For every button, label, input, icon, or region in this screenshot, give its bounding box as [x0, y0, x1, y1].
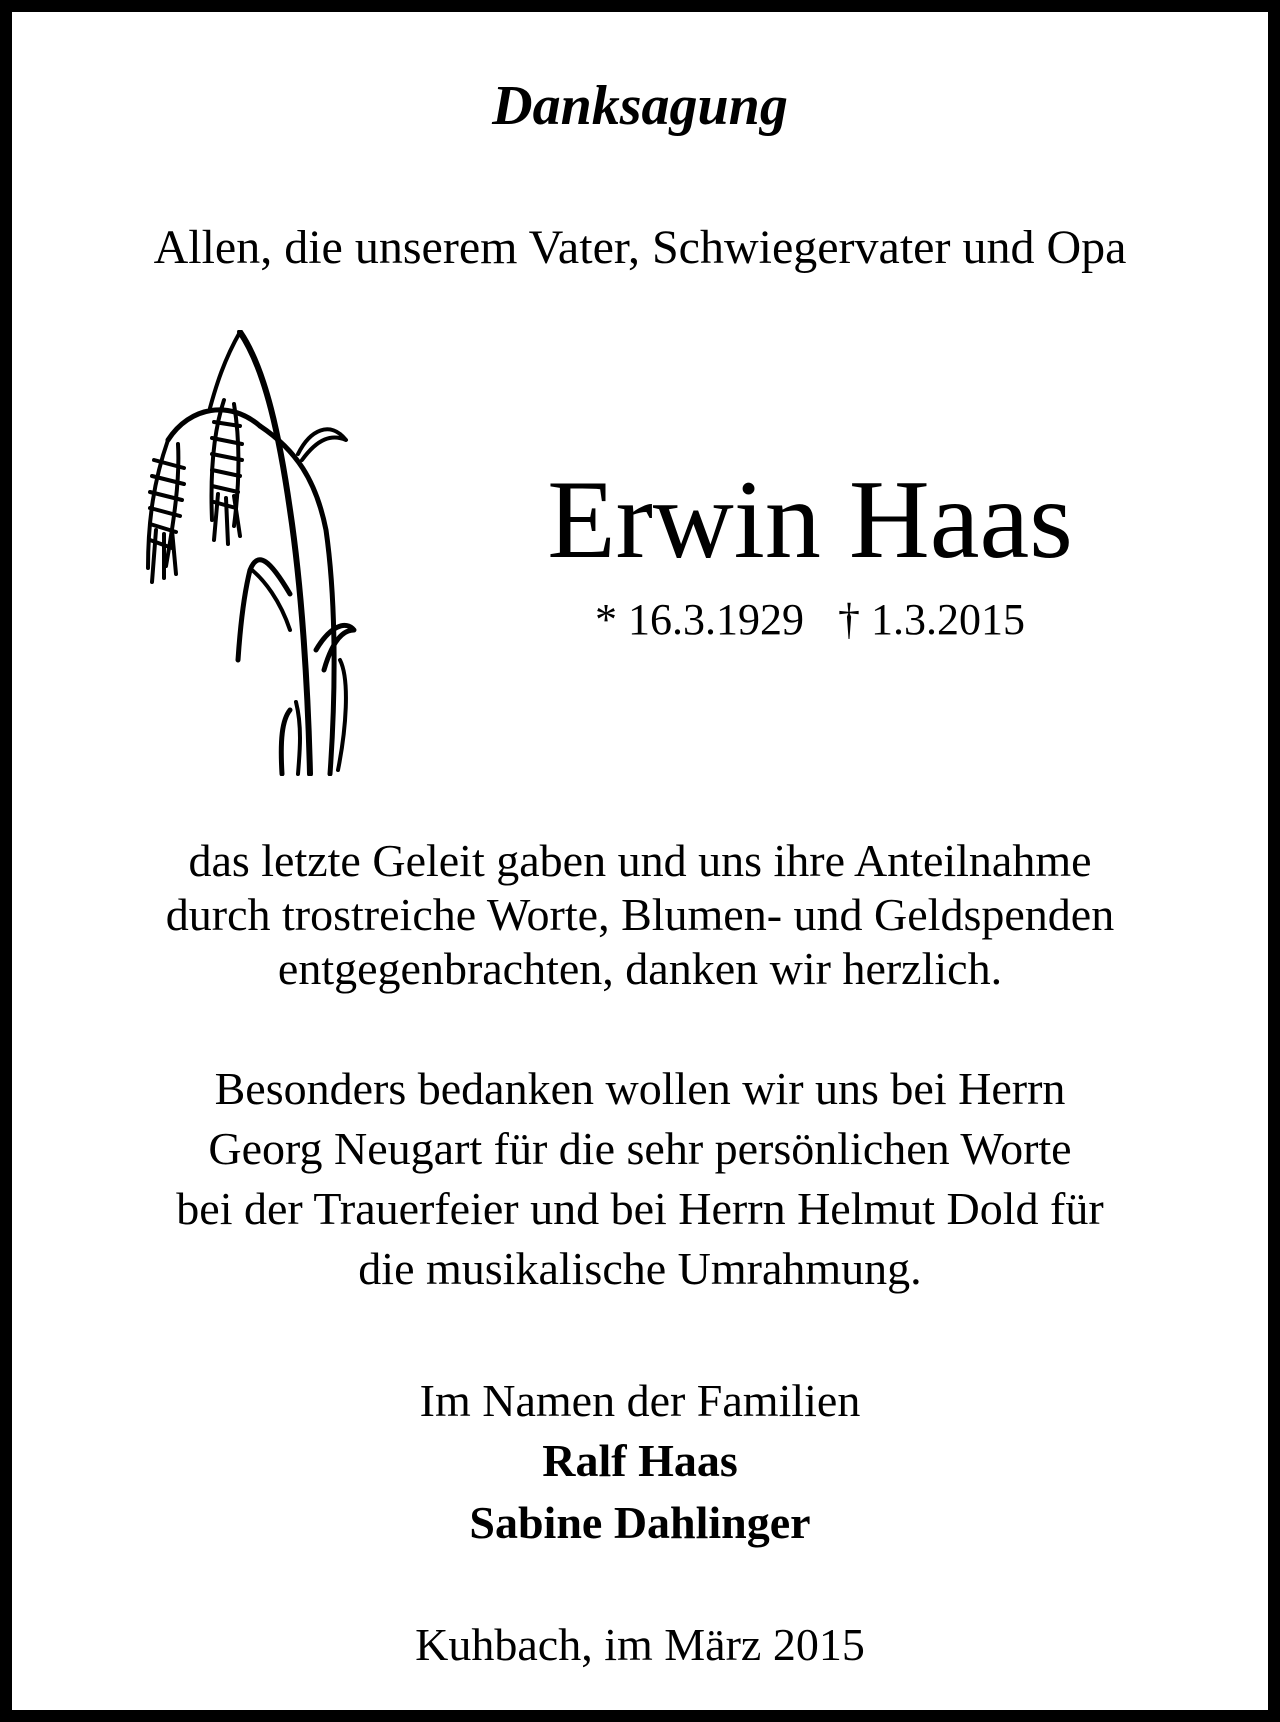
thanks-line: das letzte Geleit gaben und uns ihre Anteilnahme [188, 835, 1092, 886]
thanks-line: durch trostreiche Worte, Blumen- und Geldspenden [165, 889, 1115, 940]
special-thanks-line: bei der Trauerfeier und bei Herrn Helmut Dold für [176, 1183, 1104, 1234]
birth-date: * 16.3.1929 [595, 595, 804, 644]
life-dates [510, 594, 1110, 645]
grain-sprig-icon [140, 330, 380, 776]
special-thanks-line: Georg Neugart für die sehr persönlichen Worte [208, 1123, 1072, 1174]
death-date: † 1.3.2015 [838, 595, 1025, 644]
special-thanks-line: Besonders bedanken wollen wir uns bei Herrn [214, 1063, 1066, 1114]
notice-heading: Danksagung [492, 75, 788, 137]
signatory-name: Ralf Haas [542, 1435, 738, 1486]
place-date: Kuhbach, im März 2015 [415, 1619, 865, 1670]
signatory-name: Sabine Dahlinger [469, 1497, 811, 1548]
special-thanks-line: die musikalische Umrahmung. [358, 1243, 922, 1294]
intro-line: Allen, die unserem Vater, Schwiegervater und Opa [153, 221, 1127, 274]
deceased-name: Erwin Haas [547, 458, 1073, 582]
family-intro: Im Namen der Familien [419, 1375, 861, 1426]
thanks-line: entgegenbrachten, danken wir herzlich. [277, 943, 1003, 994]
